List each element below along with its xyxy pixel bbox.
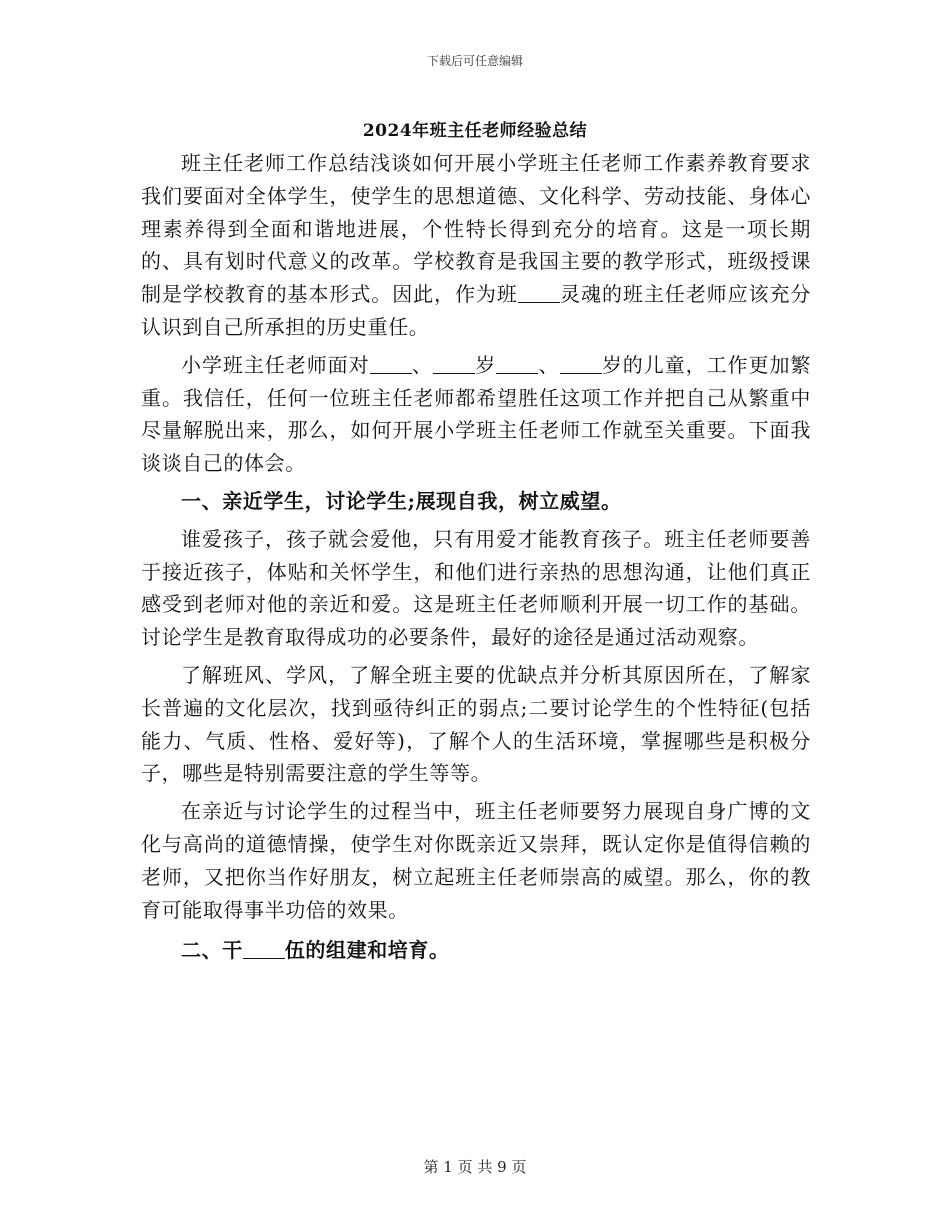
paragraph-5: 在亲近与讨论学生的过程当中，班主任老师要努力展现自身广博的文化与高尚的道德情操，使学生对你既亲近又崇拜，既认定你是值得信赖的老师，又把你当作好朋友，树立起班主任老师崇高的威望。那么，你的教育可能取得事半功倍的效果。 [141,799,811,922]
paragraph-2-text-b: 、 [411,352,433,377]
paragraph-2-text-a: 小学班主任老师面对 [181,352,370,377]
blank-underline [496,353,538,374]
blank-underline [518,282,560,303]
paragraph-2-text-c: 岁 [474,352,497,377]
paragraph-1-text-b: 灵魂的班主任老师应该充分认识到自己所承担的历史重任。 [141,282,811,339]
document-title: 2024年班主任老师经验总结 [362,121,588,141]
paragraph-1-text-a: 班主任老师工作总结浅谈如何开展小学班主任老师工作素养教育要求我们要面对全体学生，使学生的思想道德、文化科学、劳动技能、身体心理素养得到全面和谐地进展，个性特长得到充分的培育。这是一项长期的、具有划时代意义的改革。学校教育是我国主要的教学形式，班级授课制是学校教育的基本形式。因此，作为班 [141,151,811,307]
page-header-note: 下载后可任意编辑 [426,54,523,68]
section-heading-1: 一、亲近学生，讨论学生;展现自我，树立威望。 [181,488,622,513]
section-heading-2 [141,934,811,967]
section-heading-2-text-a: 二、干 [181,938,243,963]
blank-underline [243,938,285,959]
blank-underline [433,353,475,374]
blank-underline [560,353,602,374]
paragraph-3: 谁爱孩子，孩子就会爱他，只有用爱才能教育孩子。班主任老师要善于接近孩子，体贴和关怀学生，和他们进行亲热的思想沟通，让他们真正感受到老师对他的亲近和爱。这是班主任老师顺利开展一切工作的基础。讨论学生是教育取得成功的必要条件，最好的途径是通过活动观察。 [141,526,811,650]
page-number: 第 1 页 共 9 页 [423,1158,527,1176]
paragraph-2-text-e: 岁的儿童，工作更加繁重。我信任，任何一位班主任老师都希望胜任这项工作并把自己从繁重中尽量解脱出来，那么，如何开展小学班主任老师工作就至关重要。下面我谈谈自己的体会。 [141,352,812,476]
paragraph-1 [141,147,811,344]
paragraph-2 [141,349,811,480]
paragraph-4: 了解班风、学风，了解全班主要的优缺点并分析其原因所在，了解家长普遍的文化层次，找到亟待纠正的弱点;二要讨论学生的个性特征(包括能力、气质、性格、爱好等)，了解个人的生活环境，掌握哪些是积极分子，哪些是特别需要注意的学生等等。 [141,662,811,786]
document-body [141,147,811,972]
section-heading-2-text-b: 伍的组建和培育。 [284,938,450,963]
blank-underline [370,353,412,374]
paragraph-2-text-d: 、 [538,352,560,377]
